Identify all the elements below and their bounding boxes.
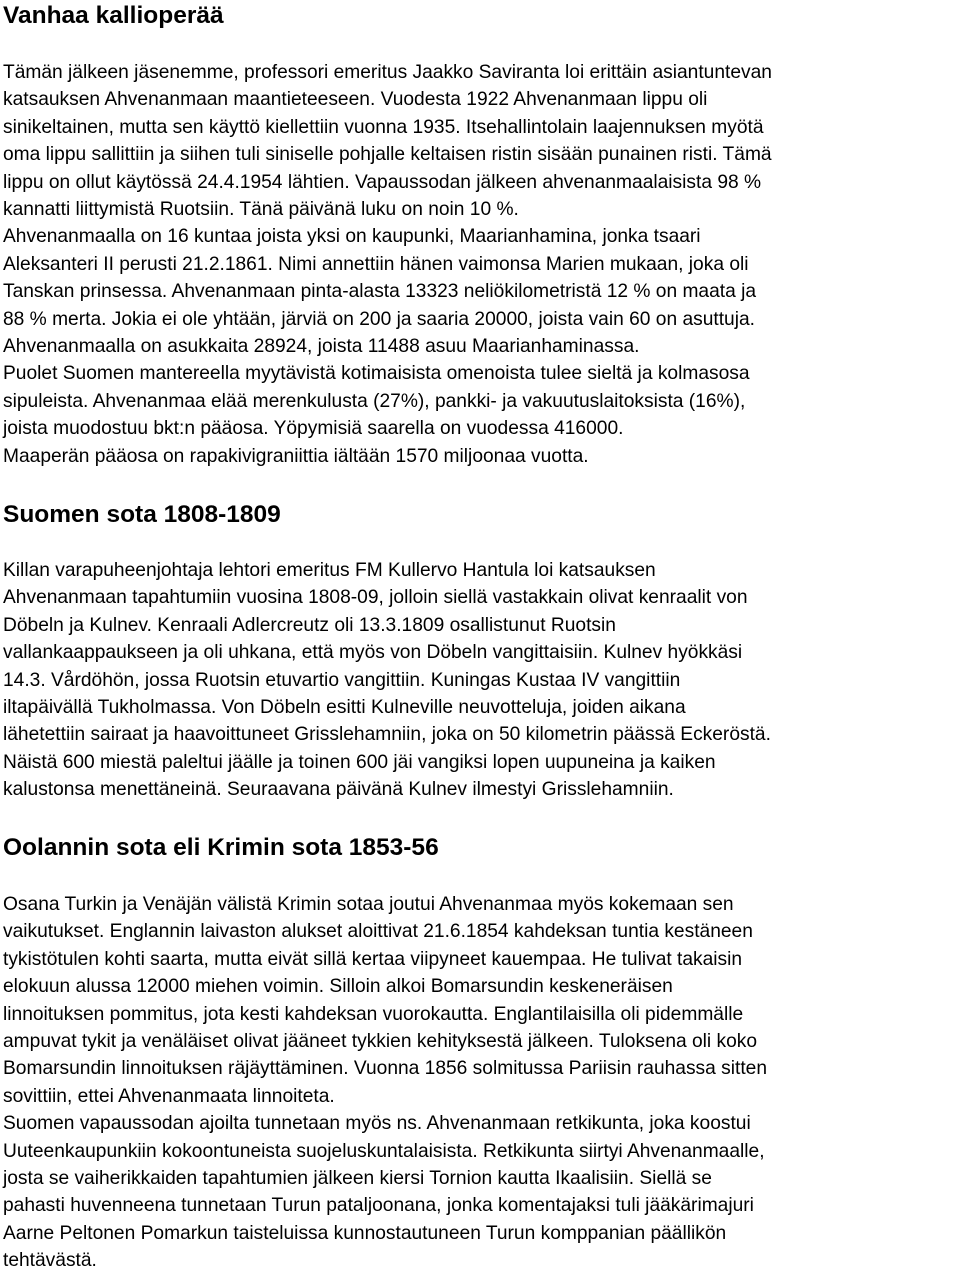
text-line: tehtävästä. [3, 1250, 97, 1272]
section-body-oolannin-sota [3, 891, 767, 1275]
text-line: Tämän jälkeen jäsenemme, professori emeritus Jaakko Saviranta loi erittäin asiantuntevan [3, 62, 772, 83]
text-line: Ahvenanmaalla on 16 kuntaa joista yksi on kaupunki, Maarianhamina, jonka tsaari [3, 226, 701, 248]
text-line: Tanskan prinsessa. Ahvenanmaan pinta-alasta 13323 neliökilometristä 12 % on maata ja [3, 281, 757, 303]
section-title-suomen-sota: Suomen sota 1808-1809 [3, 501, 281, 528]
text-line: pahasti huvenneena tunnetaan Turun pataljoonana, jonka komentajaksi tuli jääkärimajuri [3, 1195, 754, 1217]
section-body-suomen-sota [3, 557, 771, 804]
text-line: Döbeln ja Kulnev. Kenraali Adlercreutz oli 13.3.1809 osallistunut Ruotsin [3, 614, 616, 636]
text-line: kalustonsa menettäneinä. Seuraavana päivänä Kulnev ilmestyi Grisslehamniin. [3, 779, 674, 801]
text-line: Näistä 600 miestä paleltui jäälle ja toinen 600 jäi vangiksi lopen uupuneina ja kaiken [3, 751, 716, 773]
text-line: Maaperän pääosa on rapakivigraniittia iältään 1570 miljoonaa vuotta. [3, 445, 589, 467]
text-line: Suomen vapaussodan ajoilta tunnetaan myös ns. Ahvenanmaan retkikunta, joka koostui [3, 1113, 751, 1135]
text-line: tykistötulen kohti saarta, mutta eivät sillä kertaa viipyneet kauempaa. He tulivat takaisin [3, 948, 743, 970]
text-line: linnoituksen pommitus, jota kesti kahdeksan vuorokautta. Englantilaisilla oli pidemmälle [3, 1003, 744, 1025]
text-line: elokuun alussa 12000 miehen voimin. Silloin alkoi Bomarsundin keskeneräisen [3, 976, 673, 998]
section-body-vanhaa-kallioperaa [3, 59, 772, 470]
text-line: 88 % merta. Jokia ei ole yhtään, järviä on 200 ja saaria 20000, joista vain 60 on asuttuja. [3, 308, 755, 330]
text-line: ampuvat tykit ja venäläiset olivat jääneet tykkien kehityksestä jälkeen. Tuloksena oli koko [3, 1031, 758, 1053]
text-line: sovittiin, ettei Ahvenanmaata linnoiteta. [3, 1085, 335, 1107]
text-line: oma lippu sallittiin ja siihen tuli siniselle pohjalle keltaisen ristin sisään punainen risti. Tämä [3, 144, 772, 166]
text-line: katsauksen Ahvenanmaan maantieteeseen. Vuodesta 1922 Ahvenanmaan lippu oli [3, 89, 708, 111]
text-line: Puolet Suomen mantereella myytävistä kotimaisista omenoista tulee sieltä ja kolmasosa [3, 363, 750, 385]
text-line: Aleksanteri II perusti 21.2.1861. Nimi annettiin hänen vaimonsa Marien mukaan, joka oli [3, 253, 749, 275]
text-line: josta se vaiherikkaiden tapahtumien jälkeen kiersi Tornion kautta Ikaalisiin. Siellä se [3, 1168, 712, 1190]
text-line: iltapäivällä Tukholmassa. Von Döbeln esitti Kulneville neuvotteluja, joiden aikana [3, 697, 686, 719]
section-title-oolannin-sota: Oolannin sota eli Krimin sota 1853-56 [3, 834, 439, 861]
text-line: Bomarsundin linnoituksen räjäyttäminen. Vuonna 1856 solmitussa Pariisin rauhassa sitten [3, 1058, 768, 1080]
text-line: kannatti liittymistä Ruotsiin. Tänä päivänä luku on noin 10 %. [3, 199, 519, 221]
text-line: Osana Turkin ja Venäjän välistä Krimin sotaa joutui Ahvenanmaa myös kokemaan sen [3, 894, 734, 915]
section-title-vanhaa-kallioperaa: Vanhaa kallioperää [3, 2, 224, 29]
text-line: Ahvenanmaan tapahtumiin vuosina 1808-09, jolloin siellä vastakkain olivat kenraalit von [3, 587, 748, 609]
text-line: lähetettiin sairaat ja haavoittuneet Grisslehamniin, joka on 50 kilometrin päässä Eckeröstä. [3, 724, 771, 746]
text-line: Ahvenanmaalla on asukkaita 28924, joista 11488 asuu Maarianhaminassa. [3, 336, 640, 358]
text-line: lippu on ollut käytössä 24.4.1954 lähtien. Vapaussodan jälkeen ahvenanmaalaisista 98 % [3, 171, 762, 193]
text-line: joista muodostuu bkt:n pääosa. Yöpymisiä saarella on vuodessa 416000. [3, 418, 624, 440]
text-line: 14.3. Vårdöhön, jossa Ruotsin etuvartio vangittiin. Kuningas Kustaa IV vangittiin [3, 669, 681, 691]
text-line: vaikutukset. Englannin laivaston alukset aloittivat 21.6.1854 kahdeksan tuntia kestänee​n [3, 921, 753, 943]
text-line: sinikeltainen, mutta sen käyttö kiellettiin vuonna 1935. Itsehallintolain laajennuksen myötä [3, 116, 764, 138]
text-line: Uuteenkaupunkiin kokoontuneista suojeluskuntalaisista. Retkikunta siirtyi Ahvenanmaalle, [3, 1140, 765, 1162]
text-line: Aarne Peltonen Pomarkun taisteluissa kunnostautuneen Turun komppanian päällikön [3, 1222, 727, 1244]
text-line: vallankaappaukseen ja oli uhkana, että myös von Döbeln vangittaisiin. Kulnev hyökkäsi [3, 642, 743, 664]
text-line: sipuleista. Ahvenanmaa elää merenkulusta (27%), pankki- ja vakuutuslaitoksista (16%), [3, 390, 746, 412]
text-line: Killan varapuheenjohtaja lehtori emeritus FM Kullervo Hantula loi katsauksen [3, 560, 656, 581]
